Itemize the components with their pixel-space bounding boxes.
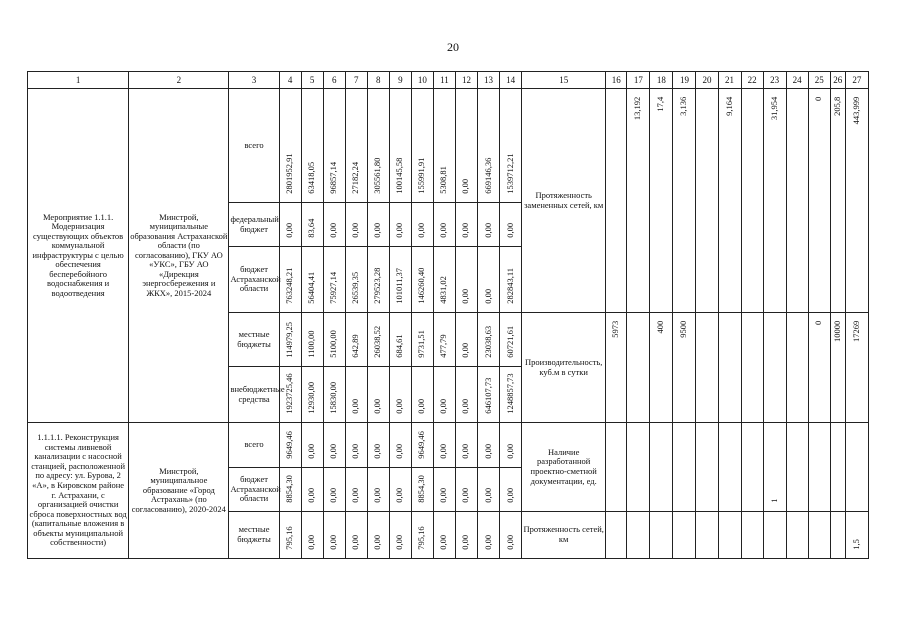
funding-source-label: бюджет Астраханской области [229,468,279,512]
indicator-value [786,512,808,559]
column-header-14: 14 [500,72,522,89]
funding-value [279,367,301,423]
funding-value-text: 0,00 [372,535,383,551]
funding-value [433,468,455,512]
funding-value [500,512,522,559]
funding-value-text: 0,00 [482,289,493,305]
funding-value [345,89,367,203]
indicator-value [786,313,808,423]
funding-value [367,367,389,423]
indicator-name: Наличие разработанной проектно-сметной документации, ед. [522,423,606,512]
funding-value [301,468,323,512]
funding-value-text: 0,00 [460,399,471,415]
indicator-value [741,313,763,423]
indicator-value [673,512,696,559]
funding-value [345,203,367,247]
indicator-value [606,89,627,313]
measure-cell: Мероприятие 1.1.1. Модернизация существующих объектов коммунальной инфраструктуры с целью обеспечения бесперебойного водоснабжения и водоотведения [28,89,129,423]
indicator-value [718,512,741,559]
funding-value [301,203,323,247]
funding-value-text: 0,00 [372,444,383,460]
funding-value-text: 0,00 [394,488,405,504]
funding-value-text: 9649,46 [416,431,427,460]
indicator-value [808,89,830,313]
funding-value-text: 60721,61 [504,326,515,359]
indicator-value [650,423,673,512]
column-header-1: 1 [28,72,129,89]
indicator-value-text: 205,8 [832,96,843,116]
funding-value-text: 669146,36 [482,158,493,195]
indicator-value-text: 443,999 [851,96,862,125]
funding-value-text: 0,00 [350,223,361,239]
funding-value [478,468,500,512]
funding-value [478,512,500,559]
funding-value [500,423,522,468]
funding-value-text: 0,00 [394,399,405,415]
funding-value [367,512,389,559]
funding-value [323,512,345,559]
funding-value [433,89,455,203]
funding-value-text: 795,16 [284,526,295,551]
indicator-value [830,512,845,559]
table-row [28,89,869,203]
indicator-value-text: 5973 [610,320,621,338]
funding-value-text: 75927,14 [328,272,339,305]
funding-value [279,512,301,559]
funding-value-text: 0,00 [438,399,449,415]
funding-value [478,247,500,313]
indicator-value [741,423,763,512]
funding-value [455,367,477,423]
funding-value-text: 0,00 [350,444,361,460]
funding-source-label: местные бюджеты [229,313,279,367]
funding-value-text: 0,00 [350,399,361,415]
funding-value [389,512,411,559]
indicator-name: Протяженность сетей, км [522,512,606,559]
indicator-value [673,313,696,423]
funding-value-text: 4831,02 [438,276,449,305]
funding-value-text: 5100,00 [328,330,339,359]
funding-value [389,423,411,468]
indicator-value [786,89,808,313]
measure-cell: 1.1.1.1. Реконструкция системы ливневой канализации с насосной станцией, расположенной по адресу: ул. Бурова, 2 «А», в Кировском районе г. Астрахани, с организацией очистки сброса поверхностных вод (капитальные вложения в объекты муниципальной собственности) [28,423,129,559]
funding-value [323,247,345,313]
indicator-value-text: 10000 [832,320,843,343]
indicator-value-text: 0 [813,96,824,102]
indicator-value [808,512,830,559]
funding-value-text: 0,00 [284,223,295,239]
indicator-value-text: 0 [813,320,824,326]
funding-value-text: 305561,80 [372,158,383,195]
funding-value [455,89,477,203]
funding-value-text: 0,00 [460,289,471,305]
funding-value-text: 642,89 [350,334,361,359]
funding-value [478,423,500,468]
indicator-value [696,89,718,313]
funding-value [389,89,411,203]
indicator-value-text: 31,954 [768,96,779,121]
funding-value [455,423,477,468]
indicator-value [696,313,718,423]
funding-value [389,247,411,313]
indicator-value [741,512,763,559]
funding-source-label: местные бюджеты [229,512,279,559]
funding-value-text: 0,00 [482,223,493,239]
funding-value [500,203,522,247]
funding-value [389,468,411,512]
column-header-6: 6 [323,72,345,89]
indicator-value [606,313,627,423]
indicator-value [845,89,868,313]
executor-cell: Минстрой, муниципальное образование «Город Астрахань» (по согласованию), 2020-2024 [129,423,229,559]
funding-value [433,203,455,247]
funding-value-text: 0,00 [504,444,515,460]
funding-source-label: всего [229,423,279,468]
funding-value-text: 101011,37 [394,268,405,305]
indicator-value [763,89,786,313]
funding-source-label: бюджет Астраханской области [229,247,279,313]
funding-value-text: 0,00 [328,223,339,239]
funding-value [500,247,522,313]
funding-value [323,423,345,468]
funding-value-text: 0,00 [416,399,427,415]
funding-value-text: 9731,51 [416,330,427,359]
column-header-23: 23 [763,72,786,89]
funding-value-text: 0,00 [328,488,339,504]
column-header-4: 4 [279,72,301,89]
funding-value-text: 2801952,91 [284,153,295,195]
funding-value [345,367,367,423]
column-header-12: 12 [455,72,477,89]
funding-value [478,367,500,423]
funding-value-text: 0,00 [438,444,449,460]
column-header-2: 2 [129,72,229,89]
funding-value [345,468,367,512]
funding-value-text: 63418,05 [306,162,317,195]
funding-value [500,367,522,423]
indicator-value-text: 9500 [678,320,689,338]
funding-value-text: 0,00 [460,179,471,195]
funding-value [323,89,345,203]
funding-value [367,468,389,512]
funding-value-text: 0,00 [394,223,405,239]
funding-value [367,313,389,367]
funding-value-text: 0,00 [482,488,493,504]
indicator-value [763,313,786,423]
column-header-27: 27 [845,72,868,89]
indicator-value [627,512,650,559]
indicator-value-text: 17269 [851,320,862,343]
indicator-value [606,512,627,559]
funding-value [301,247,323,313]
funding-value-text: 0,00 [438,223,449,239]
indicator-value [808,313,830,423]
funding-value-text: 279523,28 [372,268,383,305]
indicator-value [718,423,741,512]
funding-value [411,203,433,247]
column-header-18: 18 [650,72,673,89]
funding-value-text: 282843,11 [504,268,515,305]
funding-value-text: 0,00 [460,343,471,359]
funding-value-text: 684,61 [394,334,405,359]
funding-value-text: 795,16 [416,526,427,551]
funding-value-text: 1539712,21 [504,153,515,195]
funding-value [433,512,455,559]
column-header-26: 26 [830,72,845,89]
funding-value-text: 100145,58 [394,158,405,195]
funding-value-text: 0,00 [328,535,339,551]
funding-value-text: 26539,35 [350,272,361,305]
funding-value [411,468,433,512]
funding-value-text: 0,00 [482,535,493,551]
executor-cell: Минстрой, муниципальные образования Астраханской области (по согласованию), ГКУ АО «УКС», ГБУ АО «Дирекция энергосбережения и ЖКХ», 2015-2024 [129,89,229,423]
indicator-value-text: 400 [655,320,666,334]
funding-value [301,313,323,367]
funding-value-text: 8854,30 [416,475,427,504]
indicator-value [650,512,673,559]
funding-value-text: 0,00 [372,488,383,504]
funding-value [279,89,301,203]
indicator-value [830,313,845,423]
column-header-22: 22 [741,72,763,89]
indicator-value [627,89,650,313]
funding-value-text: 0,00 [350,488,361,504]
funding-value [279,247,301,313]
funding-value-text: 0,00 [394,444,405,460]
funding-value [345,512,367,559]
indicator-value [763,423,786,512]
funding-value-text: 0,00 [504,535,515,551]
indicator-value [808,423,830,512]
indicator-value [673,423,696,512]
funding-value-text: 1248857,73 [504,373,515,415]
indicator-value [650,89,673,313]
funding-value-text: 0,00 [460,444,471,460]
funding-value-text: 0,00 [372,223,383,239]
indicator-value-text: 17,4 [655,96,666,112]
indicator-value [718,313,741,423]
funding-value-text: 0,00 [306,535,317,551]
indicator-value [606,423,627,512]
funding-value [367,423,389,468]
indicator-value [830,89,845,313]
funding-value [389,313,411,367]
column-header-17: 17 [627,72,650,89]
funding-value [455,247,477,313]
funding-value [323,313,345,367]
funding-value [411,512,433,559]
indicator-value-text: 13,192 [632,96,643,121]
funding-value [367,89,389,203]
funding-value-text: 0,00 [460,223,471,239]
funding-value [455,468,477,512]
funding-value [389,203,411,247]
funding-value [345,247,367,313]
funding-value-text: 0,00 [460,535,471,551]
funding-value [455,512,477,559]
funding-value [455,203,477,247]
column-header-7: 7 [345,72,367,89]
column-header-19: 19 [673,72,696,89]
column-header-9: 9 [389,72,411,89]
funding-value [279,313,301,367]
indicator-value [650,313,673,423]
indicator-value [673,89,696,313]
funding-value-text: 96857,14 [328,162,339,195]
funding-value-text: 646107,73 [482,378,493,415]
funding-value [323,203,345,247]
funding-value-text: 0,00 [372,399,383,415]
funding-value-text: 0,00 [350,535,361,551]
funding-value-text: 27182,24 [350,162,361,195]
funding-value [279,468,301,512]
funding-value [345,313,367,367]
indicator-name: Протяженность замененных сетей, км [522,89,606,313]
funding-value-text: 5308,81 [438,166,449,195]
indicator-value [696,423,718,512]
funding-value [411,247,433,313]
indicator-value [627,423,650,512]
funding-value-text: 83,64 [306,219,317,239]
column-header-10: 10 [411,72,433,89]
funding-value [500,313,522,367]
funding-value [411,313,433,367]
column-header-13: 13 [478,72,500,89]
funding-value-text: 8854,30 [284,475,295,504]
funding-value-text: 763248,21 [284,268,295,305]
funding-value [478,203,500,247]
indicator-value [845,313,868,423]
funding-value-text: 12930,00 [306,382,317,415]
funding-source-label: федеральный бюджет [229,203,279,247]
funding-value [500,468,522,512]
funding-value-text: 0,00 [328,444,339,460]
funding-value-text: 1923725,46 [284,373,295,415]
indicator-value [845,423,868,512]
funding-value [389,367,411,423]
funding-value [279,423,301,468]
indicator-value [696,512,718,559]
indicator-value-text: 1,5 [851,539,862,551]
indicator-value [718,89,741,313]
funding-value [301,367,323,423]
funding-value [301,89,323,203]
funding-value [433,247,455,313]
funding-value-text: 0,00 [306,488,317,504]
funding-value-text: 15830,00 [328,382,339,415]
indicator-name: Производительность, куб.м в сутки [522,313,606,423]
funding-value-text: 0,00 [460,488,471,504]
funding-value-text: 114979,25 [284,322,295,359]
funding-value [301,423,323,468]
column-header-15: 15 [522,72,606,89]
funding-value-text: 0,00 [482,444,493,460]
indicator-value-text: 1 [768,498,779,504]
column-header-11: 11 [433,72,455,89]
funding-value [411,423,433,468]
column-header-21: 21 [718,72,741,89]
funding-value-text: 1100,00 [306,330,317,359]
funding-value [301,512,323,559]
funding-value [323,468,345,512]
funding-value [367,203,389,247]
funding-value [345,423,367,468]
funding-value-text: 56404,41 [306,272,317,305]
column-header-24: 24 [786,72,808,89]
funding-value [433,367,455,423]
funding-value [323,367,345,423]
indicator-value [741,89,763,313]
indicator-value [845,512,868,559]
column-header-20: 20 [696,72,718,89]
program-table [27,71,869,559]
funding-value-text: 0,00 [438,488,449,504]
indicator-value [763,512,786,559]
column-header-16: 16 [606,72,627,89]
column-header-25: 25 [808,72,830,89]
funding-value-text: 0,00 [416,223,427,239]
column-header-5: 5 [301,72,323,89]
column-header-3: 3 [229,72,279,89]
funding-value-text: 0,00 [394,535,405,551]
table-row [28,423,869,468]
funding-value-text: 0,00 [504,223,515,239]
funding-source-label: внебюджетные средства [229,367,279,423]
funding-value [411,89,433,203]
funding-value [411,367,433,423]
funding-value [433,313,455,367]
funding-value [279,203,301,247]
funding-value-text: 9649,46 [284,431,295,460]
funding-value-text: 146260,40 [416,268,427,305]
funding-value-text: 0,00 [438,535,449,551]
funding-value-text: 23038,63 [482,326,493,359]
funding-value [478,313,500,367]
indicator-value [786,423,808,512]
funding-value [455,313,477,367]
funding-value [433,423,455,468]
funding-value [500,89,522,203]
indicator-value [627,313,650,423]
funding-value-text: 0,00 [306,444,317,460]
indicator-value-text: 9,164 [723,96,734,116]
page-number: 20 [447,40,459,54]
funding-source-label: всего [229,89,279,203]
funding-value-text: 0,00 [504,488,515,504]
funding-value-text: 26038,52 [372,326,383,359]
column-header-8: 8 [367,72,389,89]
funding-value [478,89,500,203]
funding-value-text: 477,79 [438,334,449,359]
funding-value-text: 155991,91 [416,158,427,195]
funding-value [367,247,389,313]
indicator-value-text: 3,136 [678,96,689,116]
indicator-value [830,423,845,512]
